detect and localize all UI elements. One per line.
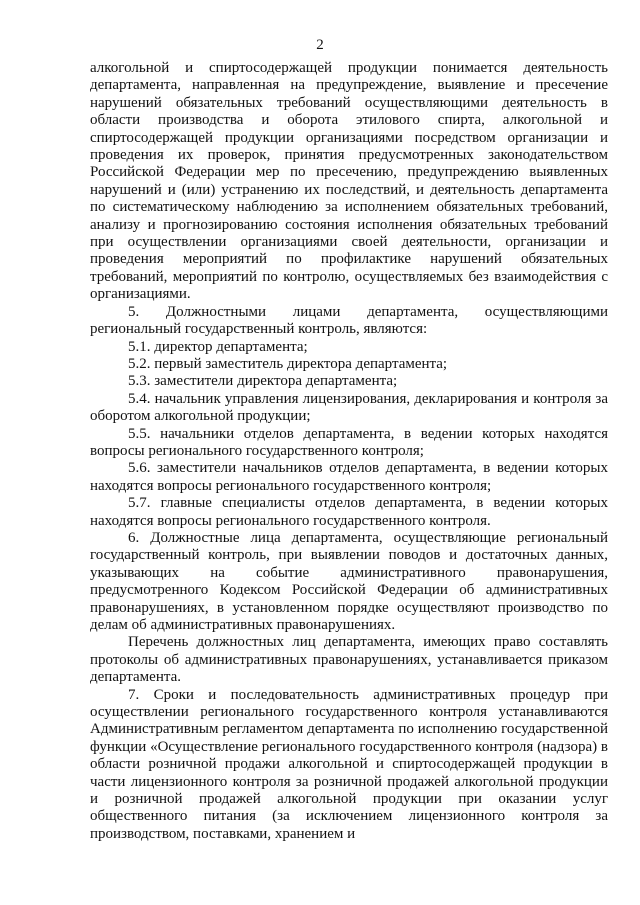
paragraph-item-5-1: 5.1. директор департамента;	[128, 338, 308, 355]
paragraph-item-5: 5. Должностными лицами департамента, осуществляющими региональный государственный контроль, являются:	[90, 303, 608, 338]
paragraph-item-5-7: 5.7. главные специалисты отделов департамента, в ведении которых находятся вопросы регионального государственного контроля.	[90, 495, 608, 529]
paragraph-item-5-3: 5.3. заместители директора департамента;	[128, 373, 398, 390]
paragraph-item-5-5: 5.5. начальники отделов департамента, в ведении которых находятся вопросы регионального государственного контроля;	[90, 425, 608, 459]
page-number: 2	[316, 37, 324, 53]
paragraph-item-6: 6. Должностные лица департамента, осуществляющие региональный государственный контроль, при выявлении поводов и достаточных данных, указывающих на событие административного правонарушения, предусмотренного Кодексом Российской Федерации об административных правонарушениях, в установленном порядке осуществляют производство по делам об административных правонарушениях.	[90, 529, 608, 633]
paragraph-item-5-4: 5.4. начальник управления лицензирования, декларирования и контроля за оборотом алкогольной продукции;	[90, 390, 608, 425]
paragraph-item-7: 7. Сроки и последовательность административных процедур при осуществлении регионального государственного контроля устанавливаются Административным регламентом департамента по исполнению государственной функции «Осуществление регионального государственного контроля (надзора) в области розничной продажи алкогольной и спиртосодержащей продукции в части лицензионного контроля за розничной продажей алкогольной продукции и розничной продажей алкогольной продукции при оказании услуг общественного питания (за исключением лицензионного контроля за производством, поставками, хранением и	[90, 686, 608, 842]
document-body	[90, 60, 608, 843]
paragraph-item-5-6: 5.6. заместители начальников отделов департамента, в ведении которых находятся вопросы регионального государственного контроля;	[90, 460, 608, 494]
paragraph-protocol-list: Перечень должностных лиц департамента, имеющих право составлять протоколы об административных правонарушениях, устанавливается приказом департамента.	[90, 634, 608, 686]
paragraph-item-5-2: 5.2. первый заместитель директора департамента;	[128, 355, 448, 372]
paragraph-continuation: алкогольной и спиртосодержащей продукции понимается деятельность департамента, направленная на предупреждение, выявление и пресечение нарушений обязательных требований осуществляющими деятельность в области производства и оборота этилового спирта, алкогольной и спиртосодержащей продукции организациями посредством организации и проведения их проверок, принятия предусмотренных законодательством Российской Федерации мер по пресечению, предупреждению выявленных нарушений и (или) устранению их последствий, и деятельность департамента по систематическому наблюдению за исполнением обязательных требований, анализу и прогнозированию состояния исполнения обязательных требований при осуществлении организациями своей деятельности, организации и проведения мероприятий по профилактике нарушений обязательных требований, мероприятий по контролю, осуществляемых без взаимодействия с организациями.	[90, 60, 608, 303]
